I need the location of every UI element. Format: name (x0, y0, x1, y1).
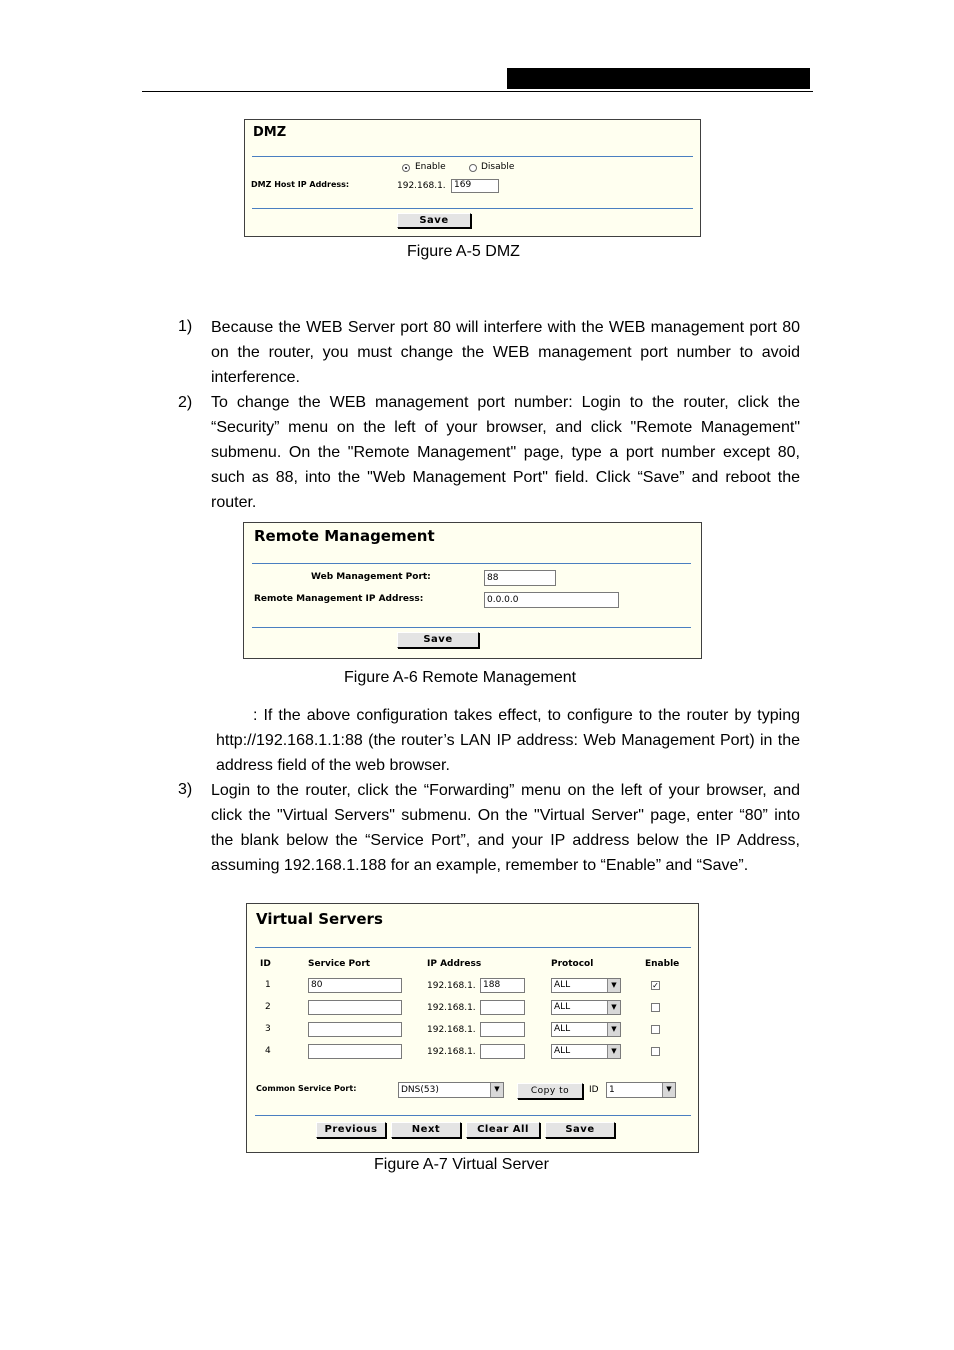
chevron-down-icon: ▼ (607, 1001, 620, 1014)
dmz-divider-bottom (252, 208, 693, 209)
copy-id-label: ID (589, 1085, 599, 1095)
row-4-port-input[interactable] (308, 1044, 402, 1059)
virtual-divider-bottom (255, 1115, 691, 1116)
header-rule (142, 91, 813, 92)
next-button[interactable]: Next (391, 1122, 461, 1138)
dmz-ip-prefix: 192.168.1. (397, 181, 446, 191)
col-port-header: Service Port (308, 959, 371, 969)
common-service-select[interactable] (398, 1082, 504, 1098)
col-protocol-header: Protocol (551, 959, 594, 969)
chevron-down-icon: ▼ (607, 1023, 620, 1036)
virtual-divider-top (255, 947, 691, 948)
copy-id-value: 1 (609, 1085, 615, 1095)
dmz-divider-top (252, 156, 693, 157)
virtual-save-button[interactable]: Save (545, 1122, 615, 1138)
remote-panel (243, 522, 702, 659)
dmz-save-button[interactable]: Save (397, 213, 471, 228)
row-3-ip-input[interactable] (480, 1022, 525, 1037)
col-enable-header: Enable (645, 959, 680, 969)
previous-button[interactable]: Previous (316, 1122, 386, 1138)
row-3-protocol-select[interactable] (551, 1022, 621, 1037)
row-1-port-input[interactable]: 80 (308, 978, 402, 993)
row-1-id: 1 (265, 980, 271, 990)
dmz-caption: Figure A-5 DMZ (407, 243, 520, 260)
step-3-number: 3) (178, 781, 193, 798)
copy-to-button[interactable]: Copy to (517, 1083, 583, 1099)
row-4-ip-prefix: 192.168.1. (427, 1047, 476, 1057)
remote-title: Remote Management (254, 527, 435, 545)
chevron-down-icon: ▼ (607, 1045, 620, 1058)
col-ip-header: IP Address (427, 959, 482, 969)
row-1-protocol-select[interactable] (551, 978, 621, 993)
remote-divider-top (252, 563, 691, 564)
note-text: : If the above configuration takes effect, to configure to the router by typing http://192.168.1.1:88 (the router’s LAN IP address: Web Management Port) in the address field of the web browser. (216, 707, 800, 774)
dmz-title: DMZ (253, 125, 287, 140)
row-1-protocol-value: ALL (554, 980, 571, 990)
row-3-port-input[interactable] (308, 1022, 402, 1037)
row-2-ip-prefix: 192.168.1. (427, 1003, 476, 1013)
chevron-down-icon: ▼ (490, 1083, 503, 1097)
row-4-enable-checkbox[interactable] (651, 1047, 660, 1056)
virtual-panel (246, 903, 699, 1153)
step-2-number: 2) (178, 394, 193, 411)
row-2-port-input[interactable] (308, 1000, 402, 1015)
row-1-ip-input[interactable]: 188 (480, 978, 525, 993)
dmz-ip-input[interactable]: 169 (451, 179, 499, 193)
chevron-down-icon: ▼ (607, 979, 620, 992)
col-id-header: ID (260, 959, 271, 969)
remote-ip-label: Remote Management IP Address: (254, 594, 424, 604)
row-2-id: 2 (265, 1002, 271, 1012)
chevron-down-icon: ▼ (662, 1083, 675, 1097)
dmz-disable-radio[interactable] (469, 164, 477, 172)
virtual-title: Virtual Servers (256, 910, 383, 928)
dmz-disable-label: Disable (481, 162, 515, 172)
remote-divider-bottom (252, 627, 691, 628)
row-2-ip-input[interactable] (480, 1000, 525, 1015)
row-3-ip-prefix: 192.168.1. (427, 1025, 476, 1035)
row-3-enable-checkbox[interactable] (651, 1025, 660, 1034)
row-4-id: 4 (265, 1046, 271, 1056)
remote-ip-input[interactable]: 0.0.0.0 (484, 592, 619, 608)
common-service-label: Common Service Port: (256, 1084, 357, 1093)
dmz-host-label: DMZ Host IP Address: (251, 180, 350, 189)
remote-caption: Figure A-6 Remote Management (344, 669, 577, 686)
virtual-caption: Figure A-7 Virtual Server (374, 1156, 549, 1173)
remote-port-input[interactable]: 88 (484, 570, 556, 586)
common-service-value: DNS(53) (401, 1085, 439, 1095)
row-2-enable-checkbox[interactable] (651, 1003, 660, 1012)
step-1-text: Because the WEB Server port 80 will interfere with the WEB management port 80 on the router, you must change the WEB management port number to avoid interference. (211, 319, 800, 386)
row-4-ip-input[interactable] (480, 1044, 525, 1059)
dmz-enable-label: Enable (415, 162, 446, 172)
row-1-enable-checkbox[interactable]: ✓ (652, 981, 659, 990)
dmz-enable-radio[interactable] (402, 164, 410, 172)
remote-save-button[interactable]: Save (397, 632, 479, 648)
copy-id-select[interactable] (606, 1082, 676, 1098)
remote-port-label: Web Management Port: (311, 572, 431, 582)
row-4-protocol-select[interactable] (551, 1044, 621, 1059)
header-bar (507, 68, 810, 89)
row-4-protocol-value: ALL (554, 1046, 571, 1056)
step-3-text: Login to the router, click the “Forwarding” menu on the left of your browser, and click the "Virtual Servers" submenu. On the "Virtual Server" page, enter “80” into the blank below the “Service Port”, and your IP address below the IP Address, assuming 192.168.1.188 for an example, remember to “Enable” and “Save”. (211, 782, 800, 874)
row-2-protocol-value: ALL (554, 1002, 571, 1012)
clear-all-button[interactable]: Clear All (466, 1122, 540, 1138)
row-3-protocol-value: ALL (554, 1024, 571, 1034)
row-3-id: 3 (265, 1024, 271, 1034)
row-1-ip-prefix: 192.168.1. (427, 981, 476, 991)
step-1-number: 1) (178, 318, 193, 335)
dmz-panel (244, 119, 701, 237)
row-2-protocol-select[interactable] (551, 1000, 621, 1015)
step-2-text: To change the WEB management port number: Login to the router, click the “Security” menu on the left of your browser, and click "Remote Management" submenu. On the "Remote Management" page, type a port number except 80, such as 88, into the "Web Management Port" field. Click “Save” and reboot the router. (211, 394, 800, 511)
